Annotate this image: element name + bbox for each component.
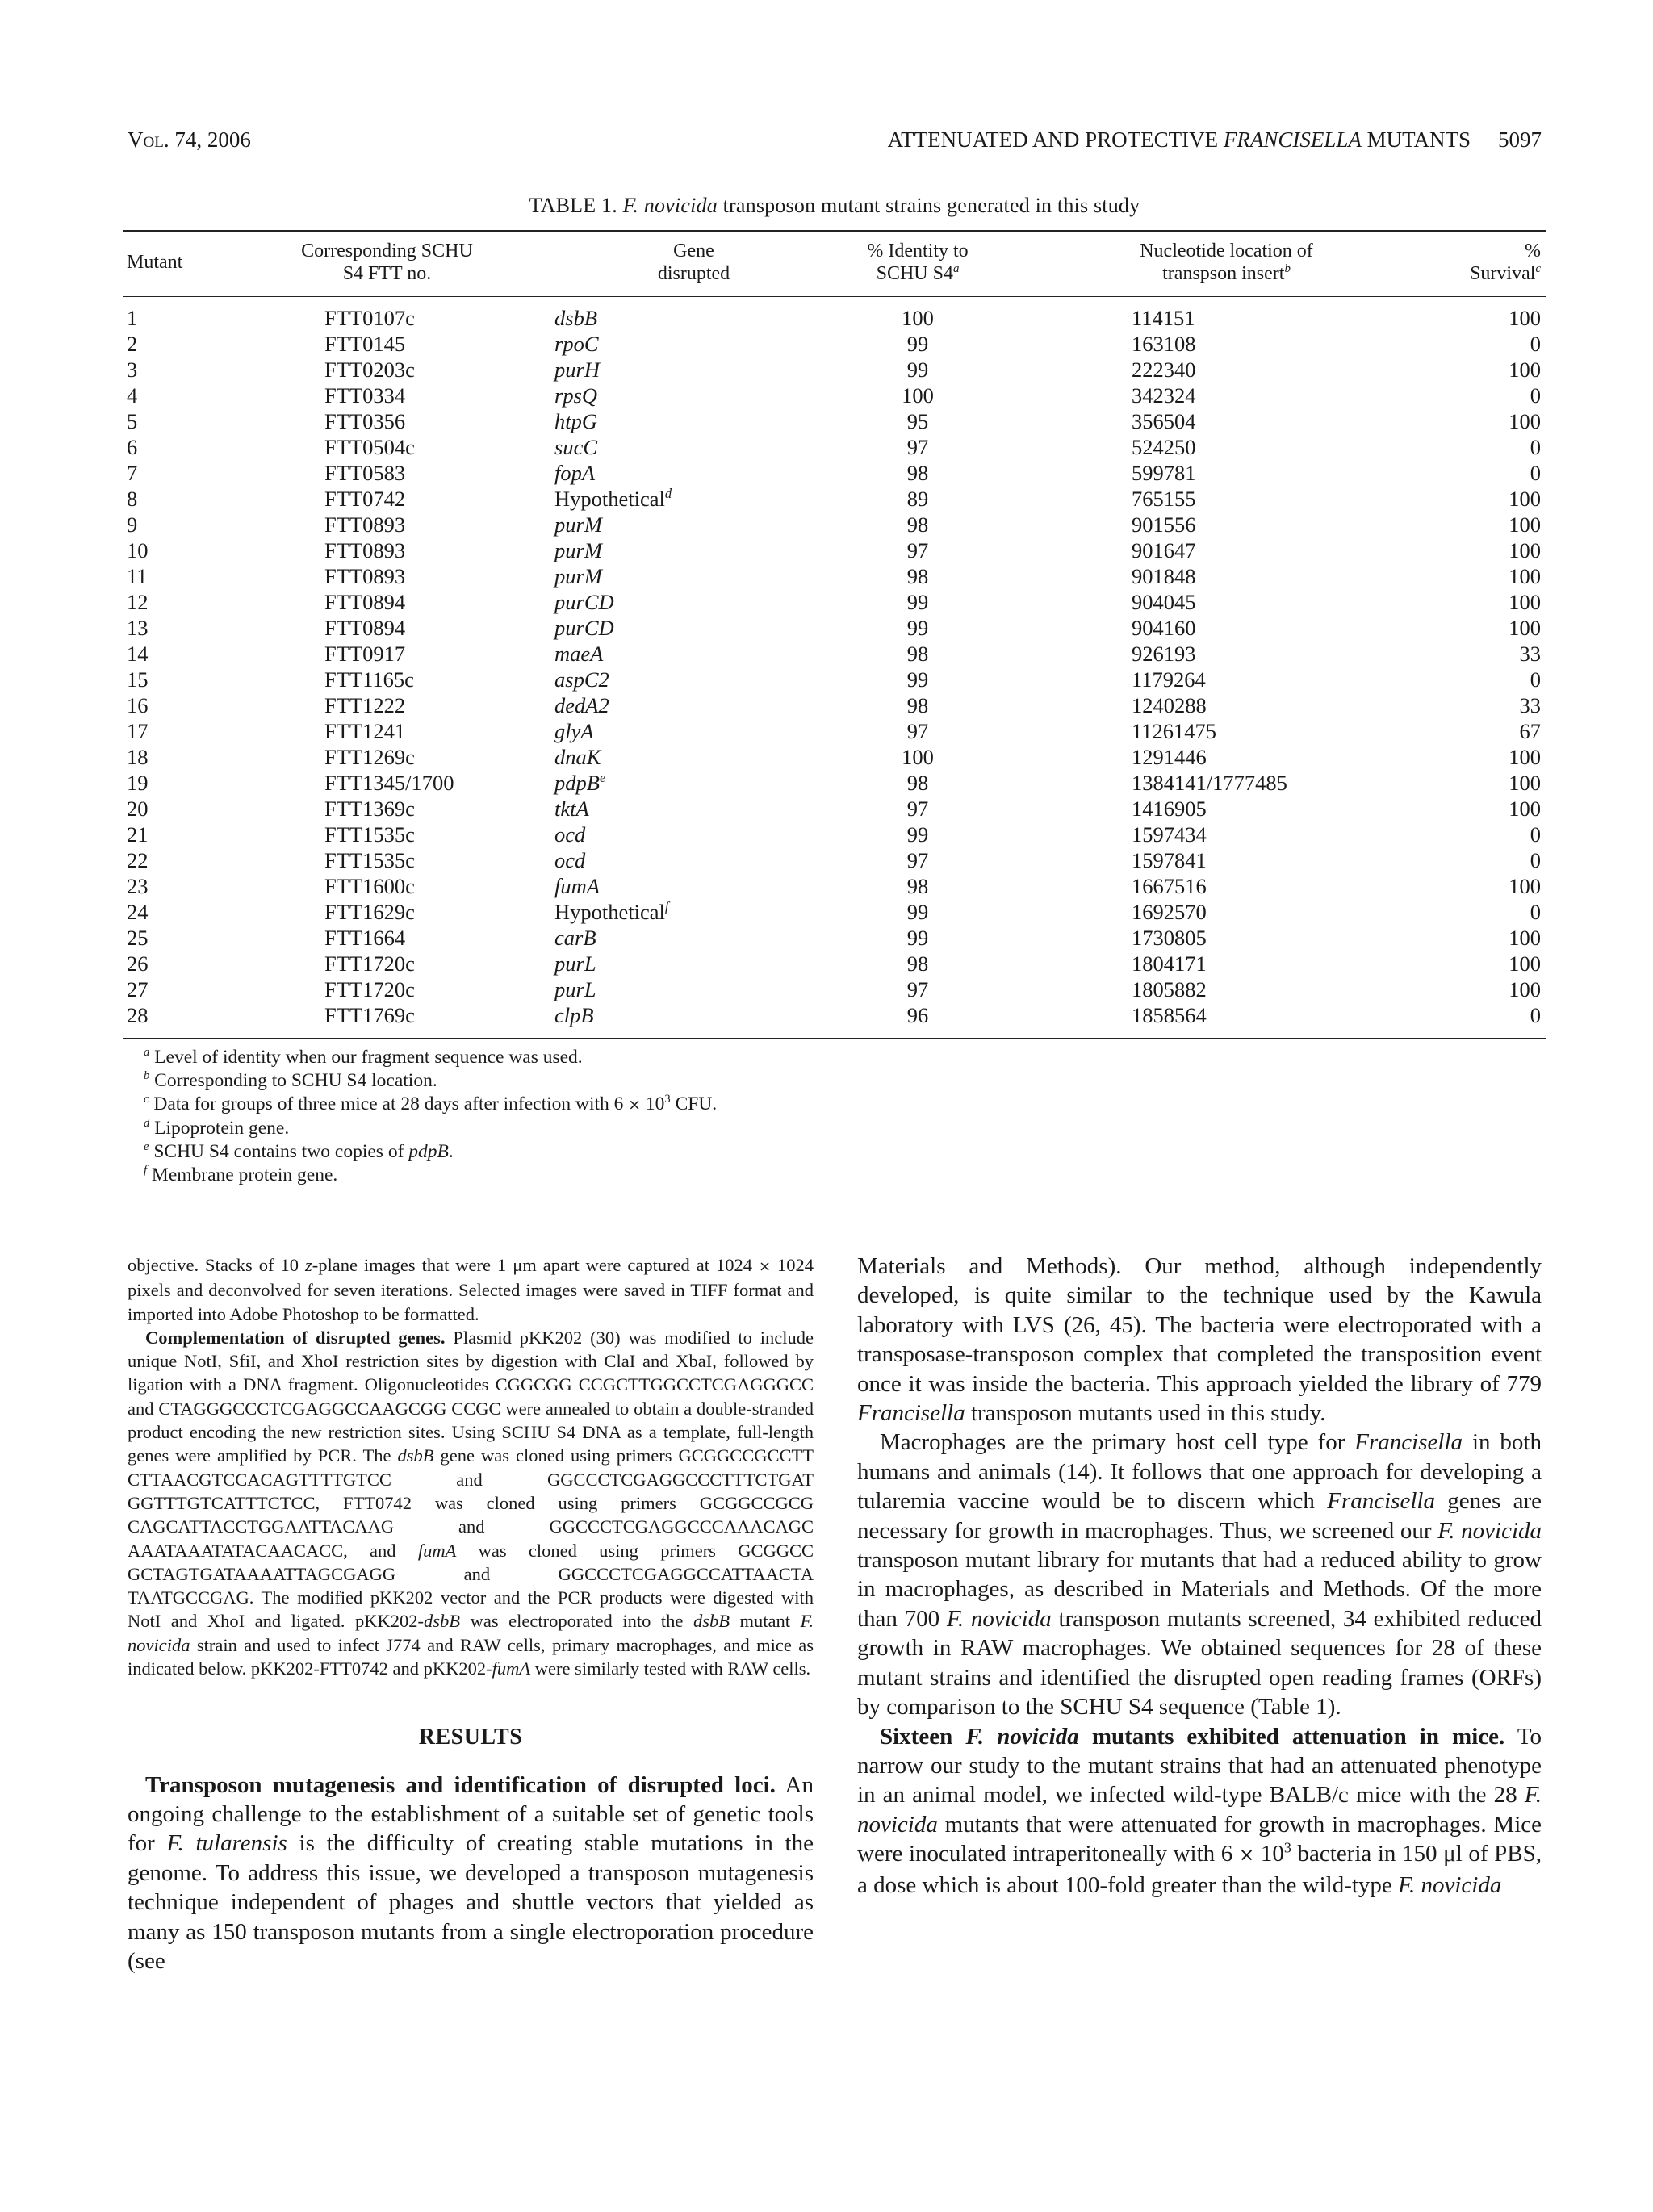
ftt-cell: FTT1664 xyxy=(324,926,406,950)
gene-cell: purCD xyxy=(554,616,614,640)
survival-cell: 0 xyxy=(1530,848,1541,872)
header-survival: % Survival$^c$ xyxy=(1450,231,1546,297)
table-row xyxy=(123,512,1546,537)
table-row xyxy=(123,718,1546,744)
mutant-cell: 7 xyxy=(127,461,138,485)
table-row xyxy=(123,976,1546,1002)
location-cell: 1291446 xyxy=(1132,745,1207,769)
ftt-cell: FTT0894 xyxy=(324,616,406,640)
identity-cell: 98 xyxy=(906,693,929,717)
ftt-cell: FTT1222 xyxy=(324,693,406,717)
mutant-cell: 14 xyxy=(127,642,149,666)
ftt-cell: FTT0583 xyxy=(324,461,406,485)
identity-cell: 96 xyxy=(833,1002,1002,1039)
volume-label: Vol. 74, 2006 xyxy=(128,128,251,152)
identity-cell: 98 xyxy=(906,512,929,537)
ftt-cell: FTT1535c xyxy=(324,822,415,847)
results-heading: RESULTS xyxy=(418,1725,523,1750)
table-row xyxy=(123,615,1546,641)
location-cell: 11261475 xyxy=(1132,719,1217,743)
mutant-cell: 8 xyxy=(127,487,138,511)
mutant-cell: 13 xyxy=(127,616,149,640)
identity-cell: 99 xyxy=(906,590,929,614)
identity-cell: 99 xyxy=(906,822,929,847)
methods-paragraph-objective: objective. Stacks of 10 z-plane images that were 1 μm apart were captured at 1024 × 1024 pixels and deconvolved for seven iterations. Selected images were saved in TIFF format and imported into Adobe Photoshop to be formatted. xyxy=(128,1255,814,1324)
identity-cell: 98 xyxy=(906,461,929,485)
ftt-cell: FTT0356 xyxy=(324,409,406,433)
location-cell: 114151 xyxy=(1132,306,1195,330)
ftt-cell: FTT1600c xyxy=(324,874,415,898)
survival-cell: 100 xyxy=(1509,564,1541,588)
gene-cell: purL xyxy=(554,951,596,976)
identity-cell: 98 xyxy=(906,642,929,666)
location-cell: 1667516 xyxy=(1132,874,1207,898)
table-row xyxy=(123,331,1546,357)
identity-cell: 100 xyxy=(902,383,934,408)
ftt-cell: FTT1241 xyxy=(324,719,406,743)
identity-cell: 100 xyxy=(902,306,934,330)
location-cell: 926193 xyxy=(1132,642,1196,666)
section-heading-attenuation: Sixteen F. novicida mutants exhibited attenuation in mice. xyxy=(880,1723,1505,1750)
gene-cell: purH xyxy=(554,358,600,382)
survival-cell: 67 xyxy=(1519,719,1541,743)
mutant-cell: 10 xyxy=(127,538,149,562)
gene-cell: pdpB$^e$ xyxy=(554,770,606,795)
mutant-cell: 20 xyxy=(127,797,149,821)
gene-cell: dnaK xyxy=(554,745,601,769)
location-cell: 1692570 xyxy=(1132,900,1207,924)
header-gene: Gene disrupted xyxy=(554,231,833,297)
location-cell: 222340 xyxy=(1132,358,1196,382)
table-caption: TABLE 1. F. novicida transposon mutant strains generated in this study xyxy=(529,194,1140,217)
location-cell: 1240288 xyxy=(1132,693,1207,717)
mutant-cell: 15 xyxy=(127,667,149,692)
identity-cell: 99 xyxy=(906,926,929,950)
mutant-cell: 6 xyxy=(127,435,138,459)
survival-cell: 100 xyxy=(1509,951,1541,976)
table-row xyxy=(123,796,1546,822)
location-cell: 1416905 xyxy=(1132,797,1207,821)
ftt-cell: FTT0894 xyxy=(324,590,406,614)
mutant-cell: 11 xyxy=(127,564,148,588)
table-body xyxy=(123,297,1546,1039)
identity-cell: 99 xyxy=(906,332,929,356)
ftt-cell: FTT0893 xyxy=(324,564,406,588)
results-paragraph-transposon: Transposon mutagenesis and identification of disrupted loci. An ongoing challenge to the establishment of a suitable set of genetic tools for F. tularensis is the difficulty of creating stable mutations in the genome. To address this issue, we developed a transposon mutagenesis technique independent of phages and shuttle vectors that yielded as many as 150 transposon mutants from a single electroporation procedure (see xyxy=(128,1771,814,1975)
location-cell: 1597841 xyxy=(1132,848,1207,872)
left-column xyxy=(128,1253,814,1976)
mutant-cell: 19 xyxy=(127,771,149,795)
ftt-cell: FTT1720c xyxy=(324,951,415,976)
identity-cell: 97 xyxy=(906,977,929,1001)
mutant-cell: 24 xyxy=(127,900,149,924)
survival-cell: 100 xyxy=(1509,616,1541,640)
mutant-cell: 2 xyxy=(127,332,138,356)
ftt-cell: FTT1165c xyxy=(324,667,414,692)
ftt-cell: FTT1369c xyxy=(324,797,415,821)
mutant-cell: 1 xyxy=(127,306,138,330)
table-row xyxy=(123,899,1546,925)
gene-cell: ocd xyxy=(554,822,586,847)
footnote-a: $^a$ Level of identity when our fragment sequence was used. xyxy=(144,1046,583,1068)
right-column xyxy=(857,1252,1542,1900)
mutant-cell: 25 xyxy=(127,926,149,950)
location-cell: 904160 xyxy=(1132,616,1196,640)
table-row xyxy=(123,667,1546,692)
location-cell: 901647 xyxy=(1132,538,1196,562)
section-heading-complementation: Complementation of disrupted genes. xyxy=(145,1327,446,1348)
results-paragraph-method: Materials and Methods). Our method, although independently developed, is quite similar to the technique used by the Kawula laboratory with LVS (26, 45). The bacteria were electroporated with a transposase-transposon complex that completed the transposition event once it was inside the bacteria. This approach yielded the library of 779 Francisella transposon mutants used in this study. xyxy=(857,1253,1542,1427)
ftt-cell: FTT0893 xyxy=(324,512,406,537)
identity-cell: 97 xyxy=(906,797,929,821)
table-row xyxy=(123,873,1546,899)
footnote-f: $^f$ Membrane protein gene. xyxy=(144,1164,338,1185)
location-cell: 524250 xyxy=(1132,435,1196,459)
identity-cell: 99 xyxy=(906,358,929,382)
identity-cell: 99 xyxy=(906,667,929,692)
mutant-cell: 4 xyxy=(127,383,138,408)
ftt-cell: FTT0504c xyxy=(324,435,415,459)
mutant-cell: 23 xyxy=(127,874,149,898)
location-cell: 342324 xyxy=(1132,383,1196,408)
header-nucleotide: Nucleotide location of transpson insert$^b$ xyxy=(1002,231,1450,297)
survival-cell: 100 xyxy=(1509,512,1541,537)
table-footnotes xyxy=(144,1046,1032,1187)
gene-cell: purM xyxy=(554,538,602,562)
table-row xyxy=(123,770,1546,796)
gene-cell: dedA2 xyxy=(554,693,609,717)
identity-cell: 98 xyxy=(906,874,929,898)
mutant-cell: 27 xyxy=(127,977,149,1001)
identity-cell: 97 xyxy=(906,719,929,743)
ftt-cell: FTT0742 xyxy=(324,487,406,511)
location-cell: 901556 xyxy=(1132,512,1196,537)
gene-cell: htpG xyxy=(554,409,597,433)
location-cell: 765155 xyxy=(1132,487,1196,511)
gene-cell: Hypothetical$^d$ xyxy=(554,486,672,511)
gene-cell: rpoC xyxy=(554,332,599,356)
mutant-cell: 21 xyxy=(127,822,149,847)
location-cell: 163108 xyxy=(1132,332,1196,356)
gene-cell: dsbB xyxy=(554,306,597,330)
header-schu-ftt: Corresponding SCHU S4 FTT no. xyxy=(220,231,554,297)
mutant-cell: 3 xyxy=(127,358,138,382)
table-row xyxy=(123,383,1546,408)
identity-cell: 97 xyxy=(906,538,929,562)
footnote-d: $^d$ Lipoprotein gene. xyxy=(144,1117,290,1139)
survival-cell: 100 xyxy=(1509,771,1541,795)
gene-cell: carB xyxy=(554,926,596,950)
mutant-cell: 16 xyxy=(127,693,149,717)
location-cell: 904045 xyxy=(1132,590,1196,614)
survival-cell: 0 xyxy=(1530,822,1541,847)
mutant-cell: 12 xyxy=(127,590,149,614)
page-number: 5097 xyxy=(1498,128,1542,152)
survival-cell: 100 xyxy=(1509,306,1541,330)
gene-cell: glyA xyxy=(554,719,594,743)
gene-cell: ocd xyxy=(554,848,586,872)
table-row xyxy=(123,357,1546,383)
results-paragraph-attenuation: Sixteen F. novicida mutants exhibited attenuation in mice. To narrow our study to the mutant strains that had an attenuated phenotype in an animal model, we infected wild-type BALB/c mice with the 28 F. novicida mutants that were attenuated for growth in macrophages. Mice were inoculated intraperitoneally with $6 \times 10^3$ bacteria in 150 μl of PBS, a dose which is about 100-fold greater than the wild-type F. novicida xyxy=(857,1723,1542,1898)
location-cell: 1858564 xyxy=(1002,1002,1450,1039)
location-cell: 1597434 xyxy=(1132,822,1207,847)
location-cell: 599781 xyxy=(1132,461,1196,485)
location-cell: 356504 xyxy=(1132,409,1196,433)
location-cell: 1730805 xyxy=(1132,926,1207,950)
table-header-row xyxy=(123,231,1546,297)
mutant-cell: 18 xyxy=(127,745,149,769)
identity-cell: 98 xyxy=(906,564,929,588)
survival-cell: 0 xyxy=(1530,667,1541,692)
location-cell: 901848 xyxy=(1132,564,1196,588)
gene-cell: purM xyxy=(554,564,602,588)
gene-cell: purL xyxy=(554,977,596,1001)
gene-cell: clpB xyxy=(554,1002,833,1039)
table-row xyxy=(123,460,1546,486)
survival-cell: 100 xyxy=(1509,590,1541,614)
gene-cell: purCD xyxy=(554,590,614,614)
identity-cell: 99 xyxy=(906,900,929,924)
footnote-e: $^e$ SCHU S4 contains two copies of pdpB. xyxy=(144,1140,454,1162)
results-paragraph-macrophages: Macrophages are the primary host cell type for Francisella in both humans and animals (14). It follows that one approach for developing a tularemia vaccine would be to discern which Francisella genes are necessary for growth in macrophages. Thus, we screened our F. novicida transposon mutant library for mutants that had a reduced ability to grow in macrophages, as described in Materials and Methods. Of the more than 700 F. novicida transposon mutants screened, 34 exhibited reduced growth in RAW macrophages. We obtained sequences for 28 of these mutant strains and identified the disrupted open reading frames (ORFs) by comparison to the SCHU S4 sequence (Table 1). xyxy=(857,1429,1542,1721)
methods-paragraph-complementation: Complementation of disrupted genes. Plasmid pKK202 (30) was modified to include unique NotI, SfiI, and XhoI restriction sites by digestion with ClaI and XbaI, followed by ligation with a DNA fragment. Oligonucleotides CGGCGG CCGCTTGGCCTCGAGGGCC and CTAGGGCCCTCGAGGCCAAGCGG CCGC were annealed to obtain a double-stranded product encoding the new restriction sites. Using SCHU S4 DNA as a template, full-length genes were amplified by PCR. The dsbB gene was cloned using primers GCGGCCGCCTT CTTAACGTCCACAGTTTTGTCC and GGCCCTCGAGGCCCTTTCTGAT GGTTTGTCATTTCTCC, FTT0742 was cloned using primers GCGGCCGCG CAGCATTACCTGGAATTACAAG and GGCCCTCGAGGCCCAAACAGC AAATAAATATACAACACC, and fumA was cloned using primers GCGGCC GCTAGTGATAAAATTAGCGAGG and GGCCCTCGAGGCCATTAACTA TAATGCCGAG. The modified pKK202 vector and the PCR products were digested with NotI and XhoI and ligated. pKK202-dsbB was electroporated into the dsbB mutant F. novicida strain and used to infect J774 and RAW cells, primary macrophages, and mice as indicated below. pKK202-FTT0742 and pKK202-fumA were similarly tested with RAW cells. xyxy=(128,1327,814,1679)
survival-cell: 0 xyxy=(1450,1002,1546,1039)
data-table xyxy=(123,230,1546,1039)
ftt-cell: FTT0334 xyxy=(324,383,406,408)
survival-cell: 100 xyxy=(1509,358,1541,382)
survival-cell: 0 xyxy=(1530,383,1541,408)
ftt-cell: FTT1345/1700 xyxy=(324,771,454,795)
identity-cell: 99 xyxy=(906,616,929,640)
ftt-cell: FTT1720c xyxy=(324,977,415,1001)
identity-cell: 89 xyxy=(906,487,929,511)
ftt-cell: FTT1269c xyxy=(324,745,415,769)
footnote-c: $^c$ Data for groups of three mice at 28 days after infection with $6 \times 10^3$ CFU. xyxy=(144,1093,718,1114)
table-row xyxy=(123,822,1546,847)
ftt-cell: FTT1629c xyxy=(324,900,415,924)
mutant-cell: 17 xyxy=(127,719,149,743)
table-row xyxy=(123,486,1546,512)
survival-cell: 100 xyxy=(1509,926,1541,950)
identity-cell: 98 xyxy=(906,951,929,976)
gene-cell: rpsQ xyxy=(554,383,598,408)
identity-cell: 100 xyxy=(902,745,934,769)
survival-cell: 0 xyxy=(1530,435,1541,459)
table-row xyxy=(123,641,1546,667)
survival-cell: 0 xyxy=(1530,900,1541,924)
location-cell: 1179264 xyxy=(1132,667,1206,692)
gene-cell: tktA xyxy=(554,797,589,821)
location-cell: 1805882 xyxy=(1132,977,1207,1001)
mutant-cell: 5 xyxy=(127,409,138,433)
survival-cell: 100 xyxy=(1509,745,1541,769)
identity-cell: 98 xyxy=(906,771,929,795)
header-mutant: Mutant xyxy=(123,231,220,297)
survival-cell: 100 xyxy=(1509,487,1541,511)
table-row xyxy=(123,847,1546,873)
footnote-b: $^b$ Corresponding to SCHU S4 location. xyxy=(144,1069,437,1091)
location-cell: 1384141/1777485 xyxy=(1132,771,1287,795)
table-row xyxy=(123,744,1546,770)
table-row xyxy=(123,951,1546,976)
gene-cell: aspC2 xyxy=(554,667,609,692)
table-row xyxy=(123,537,1546,563)
gene-cell: maeA xyxy=(554,642,604,666)
survival-cell: 0 xyxy=(1530,461,1541,485)
mutant-cell: 9 xyxy=(127,512,138,537)
gene-cell: sucC xyxy=(554,435,597,459)
survival-cell: 100 xyxy=(1509,977,1541,1001)
identity-cell: 97 xyxy=(906,435,929,459)
gene-cell: fumA xyxy=(554,874,600,898)
survival-cell: 100 xyxy=(1509,538,1541,562)
survival-cell: 100 xyxy=(1509,797,1541,821)
ftt-cell: FTT0893 xyxy=(324,538,406,562)
table-row xyxy=(123,925,1546,951)
ftt-cell: FTT1769c xyxy=(220,1002,554,1039)
mutant-cell: 28 xyxy=(123,1002,220,1039)
mutant-table xyxy=(123,230,1546,1039)
table-row xyxy=(123,408,1546,434)
running-head xyxy=(128,128,1542,160)
table-row xyxy=(123,1002,1546,1039)
section-heading-transposon: Transposon mutagenesis and identification of disrupted loci. xyxy=(145,1771,776,1798)
ftt-cell: FTT0203c xyxy=(324,358,415,382)
header-identity: % Identity to SCHU S4$^a$ xyxy=(833,231,1002,297)
table-row xyxy=(123,589,1546,615)
survival-cell: 100 xyxy=(1509,874,1541,898)
survival-cell: 100 xyxy=(1509,409,1541,433)
table-row xyxy=(123,692,1546,718)
location-cell: 1804171 xyxy=(1132,951,1207,976)
identity-cell: 97 xyxy=(906,848,929,872)
ftt-cell: FTT1535c xyxy=(324,848,415,872)
survival-cell: 33 xyxy=(1519,693,1541,717)
survival-cell: 33 xyxy=(1519,642,1541,666)
mutant-cell: 22 xyxy=(127,848,149,872)
gene-cell: fopA xyxy=(554,461,596,485)
table-row xyxy=(123,434,1546,460)
table-row xyxy=(123,563,1546,589)
ftt-cell: FTT0145 xyxy=(324,332,406,356)
gene-cell: purM xyxy=(554,512,602,537)
survival-cell: 0 xyxy=(1530,332,1541,356)
table-row xyxy=(123,297,1546,332)
ftt-cell: FTT0107c xyxy=(324,306,415,330)
ftt-cell: FTT0917 xyxy=(324,642,406,666)
running-title: ATTENUATED AND PROTECTIVE FRANCISELLA MUTANTS 5097 xyxy=(887,128,1542,152)
mutant-cell: 26 xyxy=(127,951,149,976)
identity-cell: 95 xyxy=(906,409,929,433)
gene-cell: Hypothetical$^f$ xyxy=(554,899,669,924)
